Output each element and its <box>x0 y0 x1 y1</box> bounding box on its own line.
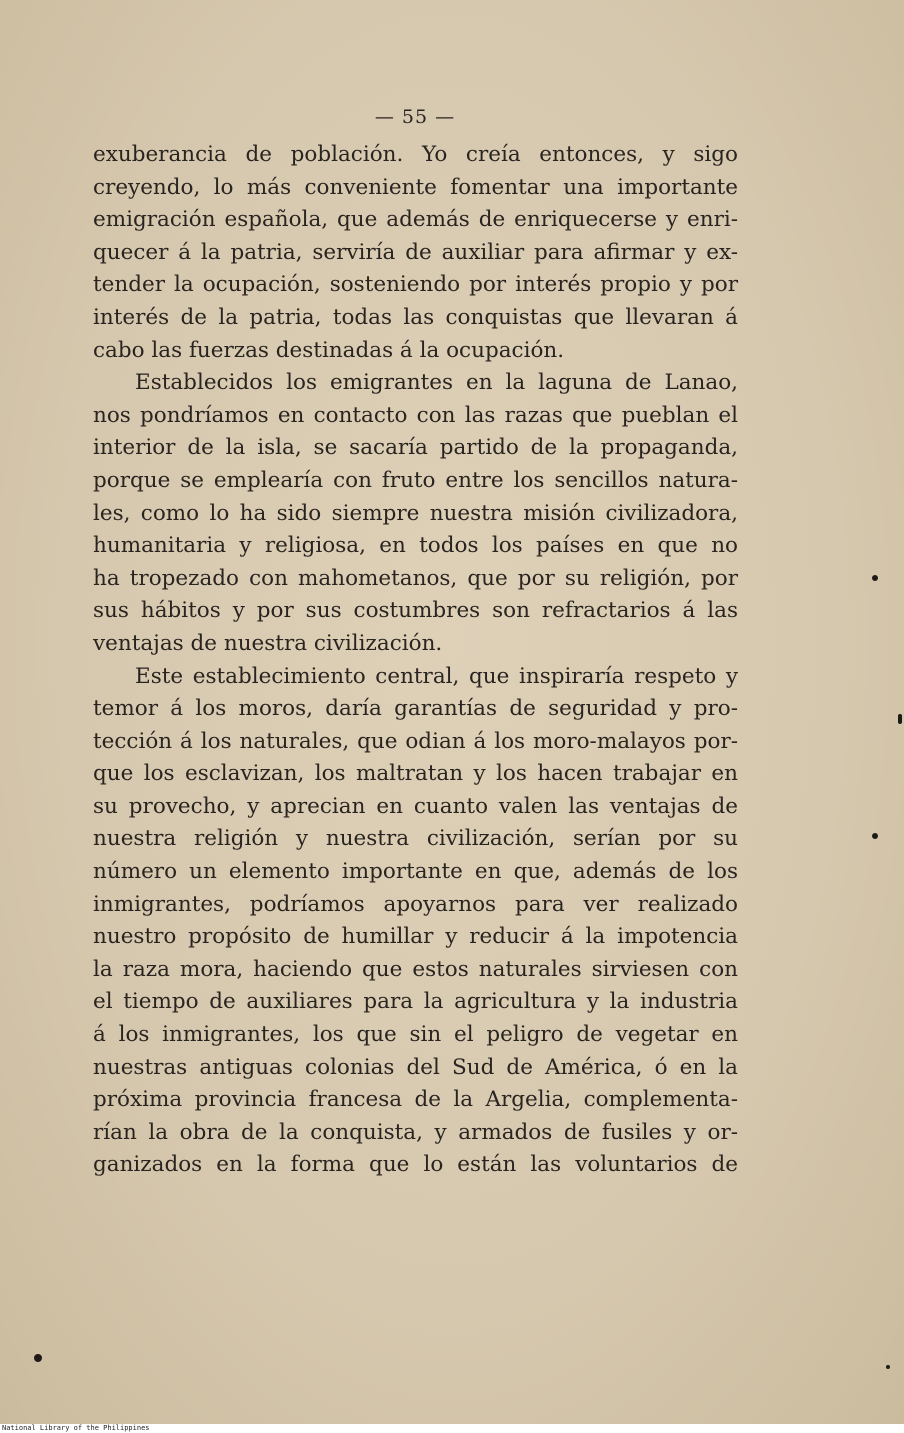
text-line: nuestro propósito de humillar y reducir á la impotencia <box>93 924 738 950</box>
text-line: sus hábitos y por sus costumbres son refractarios á las <box>93 598 738 624</box>
text-line: inmigrantes, podríamos apoyarnos para ver realizado <box>93 891 738 917</box>
text-line: nos pondríamos en contacto con las razas que pueblan el <box>93 402 738 428</box>
ink-speck <box>872 833 878 839</box>
ink-speck <box>886 1365 890 1369</box>
text-line: la raza mora, haciendo que estos naturales sirviesen con <box>93 956 738 982</box>
text-line: Este establecimiento central, que inspiraría respeto y <box>135 663 738 689</box>
text-line: rían la obra de la conquista, y armados de fusiles y or- <box>93 1119 738 1145</box>
text-line: ganizados en la forma que lo están las voluntarios de <box>93 1152 738 1178</box>
text-line: emigración española, que además de enriquecerse y enri- <box>93 207 738 233</box>
text-line: su provecho, y aprecian en cuanto valen las ventajas de <box>93 793 738 819</box>
text-line: exuberancia de población. Yo creía entonces, y sigo <box>93 142 738 167</box>
text-line: que los esclavizan, los maltratan y los hacen trabajar en <box>93 761 738 787</box>
text-line: quecer á la patria, serviría de auxiliar para afirmar y ex- <box>93 239 738 265</box>
body-text <box>93 139 738 1182</box>
text-line: interior de la isla, se sacaría partido de la propaganda, <box>93 435 738 461</box>
paragraph-1 <box>93 139 738 367</box>
text-line: porque se emplearía con fruto entre los sencillos natura- <box>93 467 738 493</box>
ink-speck <box>872 575 878 581</box>
text-line: tender la ocupación, sosteniendo por interés propio y por <box>93 272 738 298</box>
page-number: — 55 — <box>374 106 456 128</box>
text-line: tección á los naturales, que odian á los moro-malayos por- <box>93 728 738 754</box>
text-line: á los inmigrantes, los que sin el peligro de vegetar en <box>93 1022 738 1048</box>
text-line: ha tropezado con mahometanos, que por su religión, por <box>93 565 738 591</box>
text-line: Establecidos los emigrantes en la laguna de Lanao, <box>135 370 738 396</box>
text-line: próxima provincia francesa de la Argelia, complementa- <box>93 1087 738 1113</box>
text-line: cabo las fuerzas destinadas á la ocupación. <box>93 337 565 363</box>
text-line: nuestras antiguas colonias del Sud de América, ó en la <box>93 1054 738 1080</box>
library-credit: National Library of the Philippines <box>0 1424 904 1433</box>
text-line: les, como lo ha sido siempre nuestra misión civilizadora, <box>93 500 738 526</box>
text-line: el tiempo de auxiliares para la agricultura y la industria <box>93 989 738 1015</box>
text-line: ventajas de nuestra civilización. <box>93 630 443 656</box>
ink-speck <box>34 1354 42 1362</box>
ink-speck <box>898 714 902 724</box>
text-line: interés de la patria, todas las conquistas que llevaran á <box>93 304 738 330</box>
text-line: nuestra religión y nuestra civilización, serían por su <box>93 826 738 852</box>
text-line: temor á los moros, daría garantías de seguridad y pro- <box>93 696 738 722</box>
text-line: creyendo, lo más conveniente fomentar una importante <box>93 174 738 200</box>
text-line: humanitaria y religiosa, en todos los países en que no <box>93 533 738 559</box>
text-line: número un elemento importante en que, además de los <box>93 859 738 885</box>
paragraph-2 <box>93 367 738 660</box>
paragraph-3 <box>93 661 738 1183</box>
